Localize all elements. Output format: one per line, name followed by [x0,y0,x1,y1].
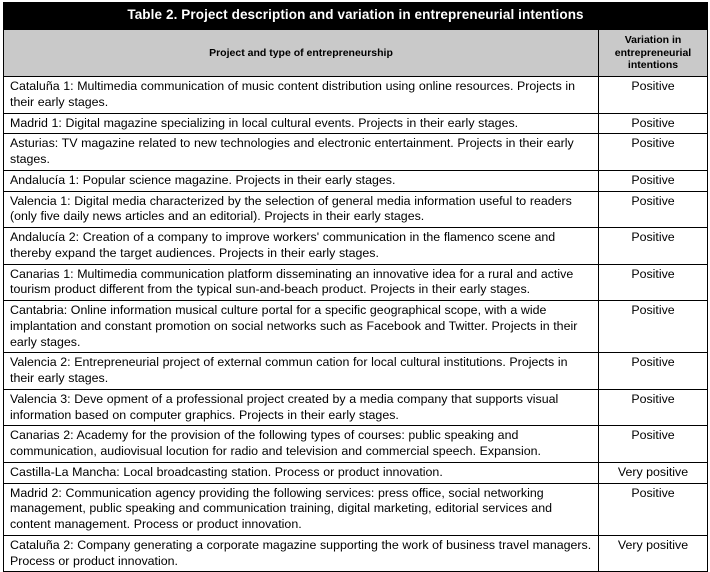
table-row [4,426,708,463]
table-row [4,134,708,171]
cell-project-description: Asturias: TV magazine related to new technologies and electronic entertainment. Projects in their early stages. [4,134,599,171]
table-row [4,228,708,265]
cell-project-description: Valencia 2: Entrepreneurial project of external commun cation for local cultural institutions. Projects in their early stages. [4,353,599,390]
cell-project-description: Cataluña 1: Multimedia communication of music content distribution using online resources. Projects in their early stages. [4,77,599,114]
cell-variation-intentions: Positive [599,134,708,171]
cell-project-description: Madrid 1: Digital magazine specializing in local cultural events. Projects in their early stages. [4,113,599,134]
table-row [4,191,708,228]
cell-project-description: Andalucía 2: Creation of a company to improve workers' communication in the flamenco scene and thereby expand the target audiences. Projects in their early stages. [4,228,599,265]
cell-project-description: Castilla-La Mancha: Local broadcasting station. Process or product innovation. [4,462,599,483]
column-header-description: Project and type of entrepreneurship [4,29,599,76]
table-header-row [4,29,708,76]
project-description-table [3,2,708,572]
table-row [4,113,708,134]
table-row [4,301,708,353]
column-header-variation: Variation in entrepreneurial intentions [599,29,708,76]
table-body [4,3,708,572]
cell-variation-intentions: Positive [599,389,708,426]
cell-project-description: Valencia 1: Digital media characterized by the selection of general media information useful to readers (only five daily news articles and an editorial). Projects in their early stages. [4,191,599,228]
cell-project-description: Madrid 2: Communication agency providing the following services: press office, social networking management, public speaking and communication training, digital marketing, editorial services and content management. Process or product innovation. [4,483,599,535]
cell-project-description: Canarias 2: Academy for the provision of the following types of courses: public speaking and communication, audiovisual locution for radio and television and commercial speech. Expansion. [4,426,599,463]
cell-variation-intentions: Positive [599,77,708,114]
cell-project-description: Canarias 1: Multimedia communication platform disseminating an innovative idea for a rural and active tourism product different from the typical sun-and-beach product. Projects in their early stages. [4,264,599,301]
cell-variation-intentions: Very positive [599,462,708,483]
cell-project-description: Andalucía 1: Popular science magazine. Projects in their early stages. [4,170,599,191]
table-row [4,483,708,535]
table-row [4,462,708,483]
cell-variation-intentions: Positive [599,191,708,228]
table-title: Table 2. Project description and variation in entrepreneurial intentions [4,3,708,30]
table-title-row [4,3,708,30]
table-row [4,389,708,426]
cell-project-description: Cataluña 2: Company generating a corporate magazine supporting the work of business travel managers. Process or product innovation. [4,535,599,572]
cell-variation-intentions: Positive [599,301,708,353]
cell-variation-intentions: Positive [599,264,708,301]
table-row [4,264,708,301]
cell-variation-intentions: Positive [599,170,708,191]
cell-variation-intentions: Positive [599,353,708,390]
cell-project-description: Valencia 3: Deve opment of a professional project created by a media company that supports visual information based on computer graphics. Projects in their early stages. [4,389,599,426]
cell-variation-intentions: Positive [599,228,708,265]
cell-variation-intentions: Very positive [599,535,708,572]
table-row [4,77,708,114]
cell-variation-intentions: Positive [599,113,708,134]
table-row [4,170,708,191]
table-row [4,353,708,390]
cell-variation-intentions: Positive [599,483,708,535]
cell-project-description: Cantabria: Online information musical culture portal for a specific geographical scope, with a wide implantation and constant promotion on social networks such as Facebook and Twitter. Projects in their early stages. [4,301,599,353]
cell-variation-intentions: Positive [599,426,708,463]
